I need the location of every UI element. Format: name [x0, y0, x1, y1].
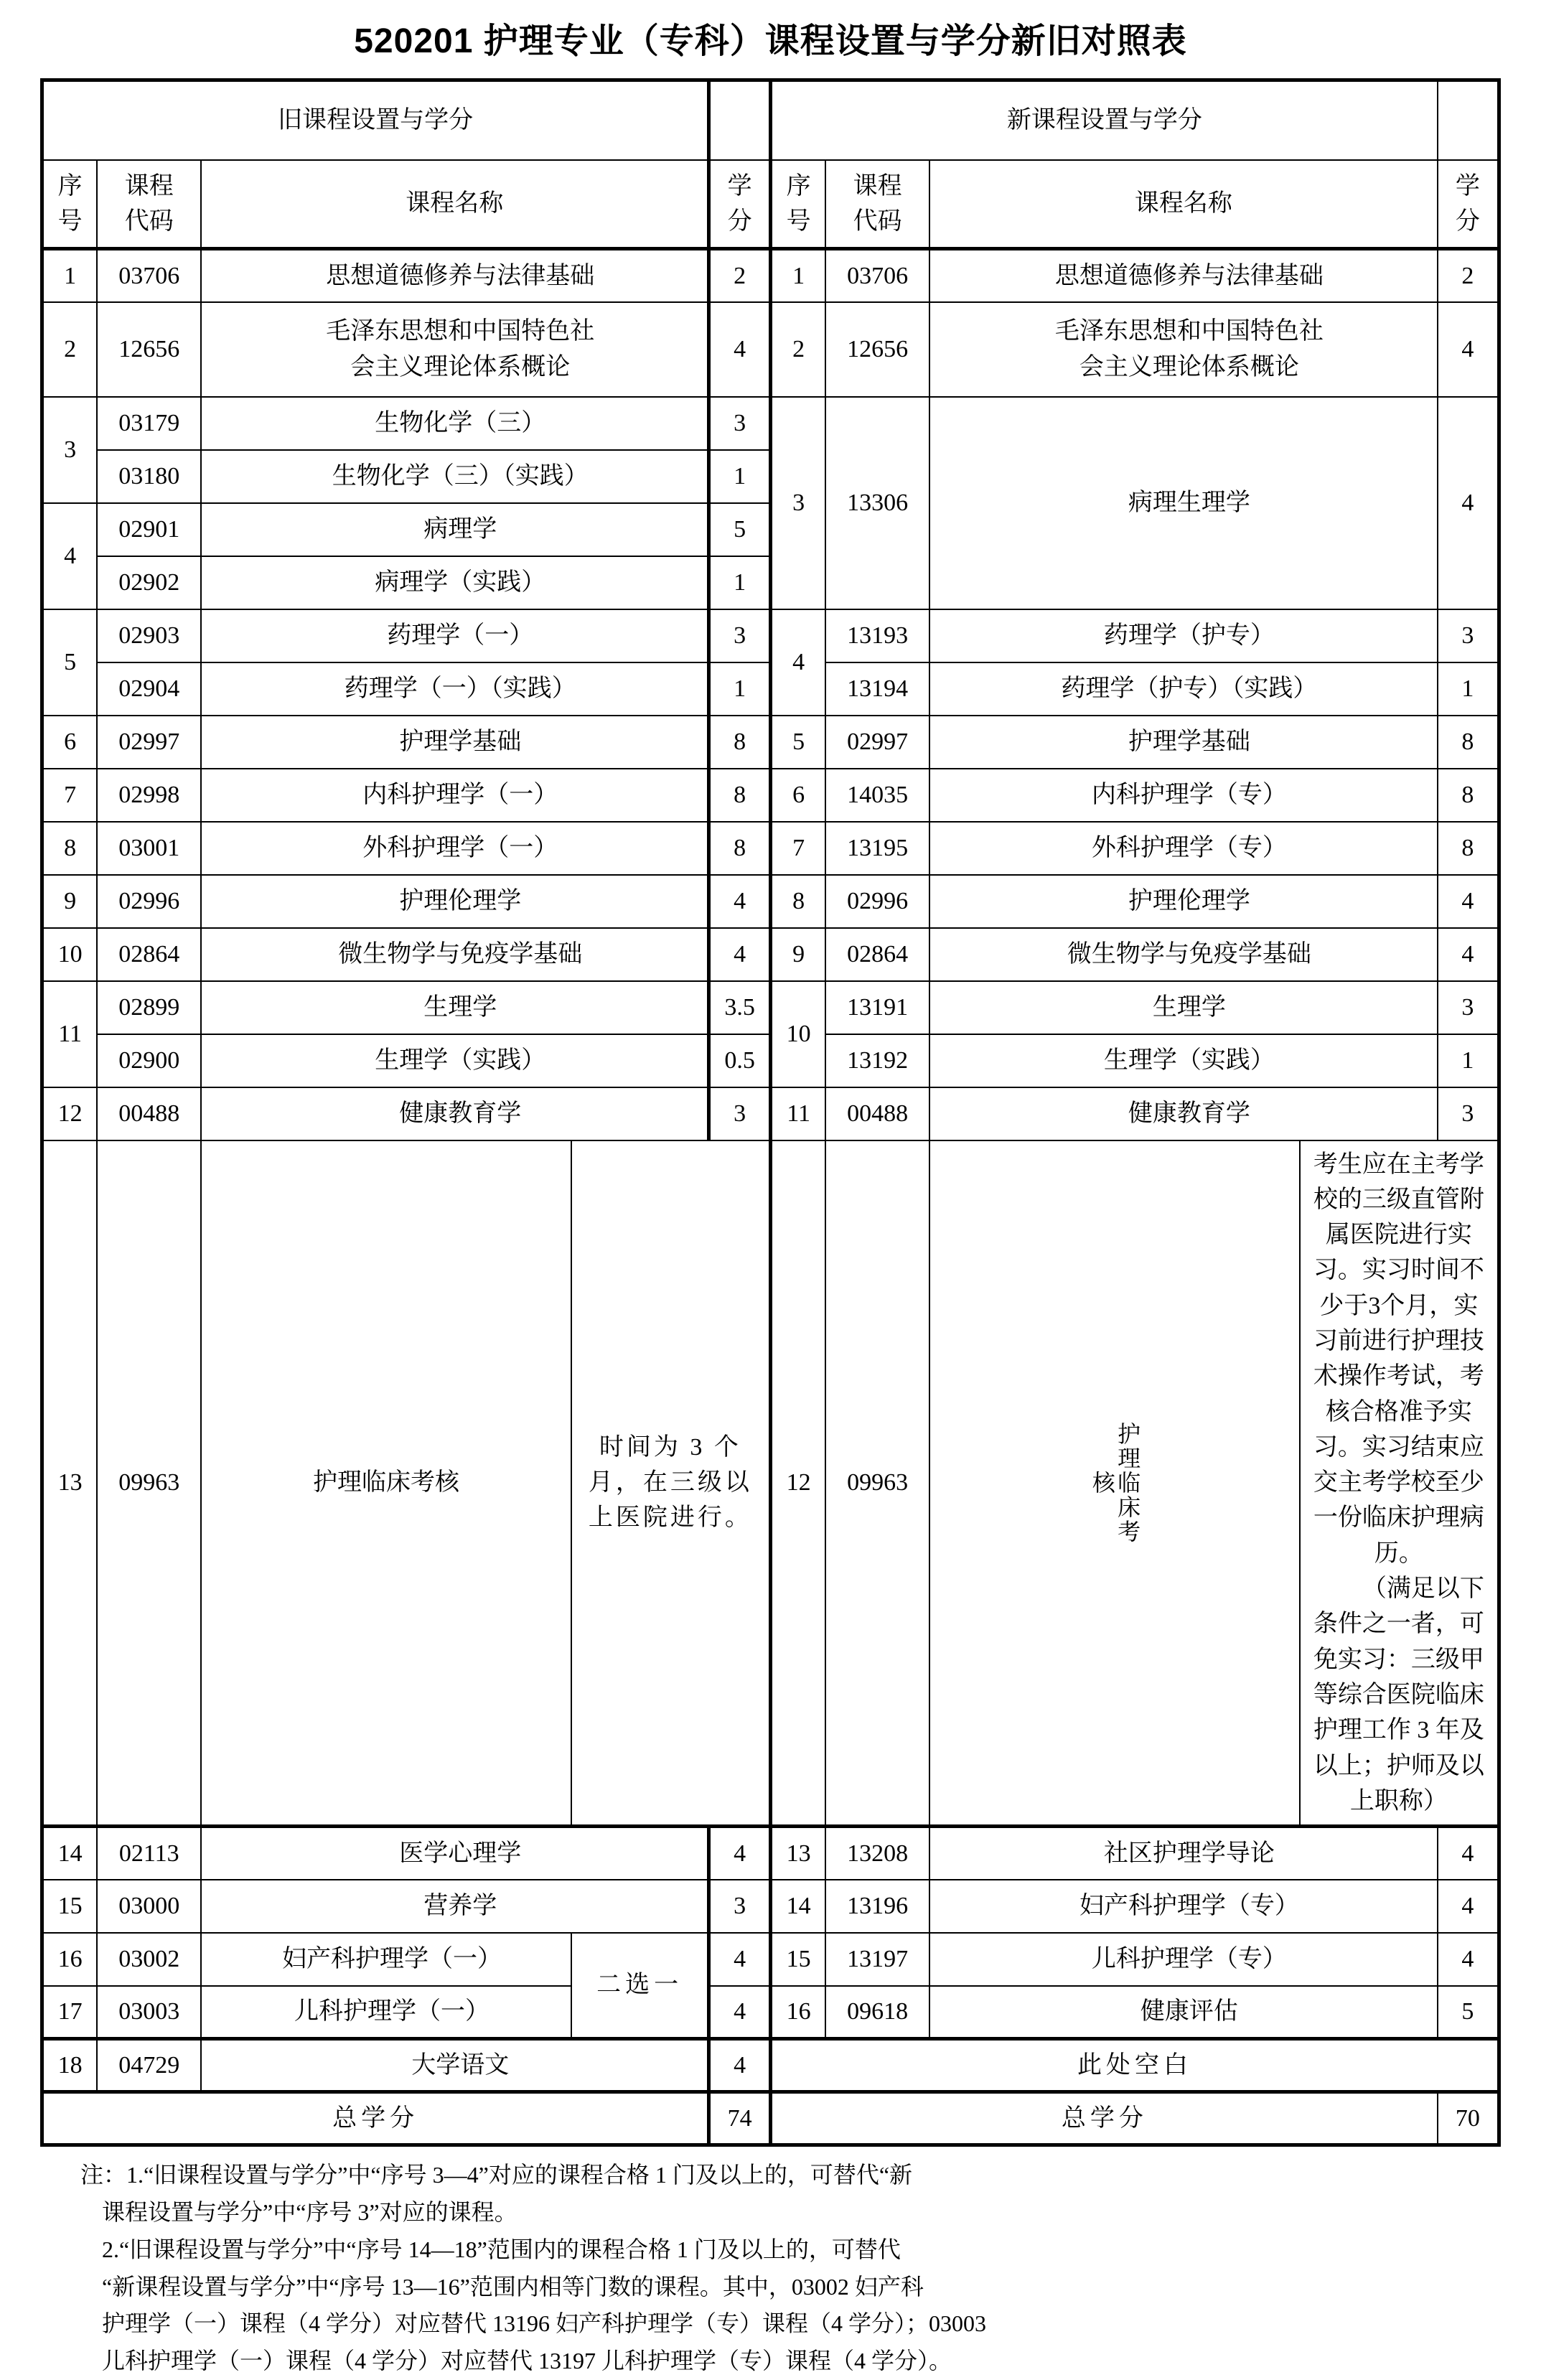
old-code: 03180 [97, 450, 201, 503]
new-name-line1: 毛泽东思想和中国特色社 [1054, 318, 1324, 345]
new-clinical-remark-p2: （满足以下条件之一者，可免实习：三级甲等综合医院临床护理工作 3 年及以上；护师及以上职称） [1313, 1575, 1484, 1814]
old-credit: 1 [709, 662, 771, 716]
new-code: 14035 [825, 769, 929, 822]
old-name: 生理学 [201, 981, 709, 1034]
old-name: 儿科护理学（一） [201, 1986, 571, 2039]
new-seq: 4 [770, 609, 825, 716]
new-credit: 4 [1438, 397, 1499, 609]
new-code: 13306 [825, 397, 929, 609]
old-name: 生物化学（三）（实践） [201, 450, 709, 503]
notes-label: 注： [80, 2162, 127, 2188]
new-code: 00488 [825, 1087, 929, 1140]
table-row [42, 769, 1499, 822]
table-row [42, 2039, 1499, 2092]
new-code: 02864 [825, 928, 929, 981]
old-clinical-remark: 时间为 3 个月，在三级以上医院进行。 [571, 1140, 771, 1827]
note-2-line-3: 护理学（一）课程（4 学分）对应替代 13196 妇产科护理学（专）课程（4 学分）；03003 [102, 2310, 987, 2337]
col-header-new-credit [1438, 160, 1499, 249]
col-header-new-code-line2: 代码 [853, 208, 902, 235]
new-seq: 11 [770, 1087, 825, 1140]
col-header-new-seq-line1: 序 [786, 172, 811, 200]
old-credit: 3 [709, 609, 771, 662]
old-code: 02899 [97, 981, 201, 1034]
table-row [42, 1933, 1499, 1986]
new-credit: 8 [1438, 769, 1499, 822]
new-credit: 8 [1438, 822, 1499, 875]
old-seq: 5 [42, 609, 98, 716]
new-code: 13192 [825, 1034, 929, 1087]
old-name: 内科护理学（一） [201, 769, 709, 822]
old-code: 12656 [97, 302, 201, 397]
new-seq: 1 [770, 249, 825, 302]
new-code: 12656 [825, 302, 929, 397]
table-row [42, 609, 1499, 662]
new-code: 13208 [825, 1827, 929, 1880]
old-name: 生物化学（三） [201, 397, 709, 450]
new-credit: 2 [1438, 249, 1499, 302]
group-header-new: 新课程设置与学分 [770, 80, 1437, 161]
old-seq: 15 [42, 1880, 98, 1933]
old-name-line2: 会主义理论体系概论 [350, 353, 571, 380]
note-2-line-2-row [40, 2269, 1501, 2306]
old-credit: 3 [709, 397, 771, 450]
new-total-label: 总学分 [770, 2092, 1437, 2145]
old-credit: 4 [709, 302, 771, 397]
new-name: 护理临床考核 [1089, 1421, 1141, 1544]
old-name: 护理临床考核 [201, 1140, 571, 1827]
page-title: 520201 护理专业（专科）课程设置与学分新旧对照表 [354, 22, 1187, 60]
new-credit: 3 [1438, 1087, 1499, 1140]
old-seq: 8 [42, 822, 98, 875]
new-name: 妇产科护理学（专） [929, 1880, 1438, 1933]
old-seq: 14 [42, 1827, 98, 1880]
new-name: 护理伦理学 [929, 875, 1438, 928]
old-seq: 2 [42, 302, 98, 397]
col-header-new-code-line1: 课程 [853, 172, 902, 200]
new-name: 护理学基础 [929, 716, 1438, 769]
new-seq: 15 [770, 1933, 825, 1986]
new-code: 09618 [825, 1986, 929, 2039]
old-credit: 8 [709, 822, 771, 875]
old-seq: 4 [42, 503, 98, 609]
old-name: 外科护理学（一） [201, 822, 709, 875]
new-code: 03706 [825, 249, 929, 302]
old-code: 03001 [97, 822, 201, 875]
old-name: 营养学 [201, 1880, 709, 1933]
new-credit: 4 [1438, 875, 1499, 928]
new-credit: 4 [1438, 1827, 1499, 1880]
old-credit: 8 [709, 716, 771, 769]
old-code: 02904 [97, 662, 201, 716]
col-header-old-code-line2: 代码 [124, 208, 174, 235]
old-seq: 12 [42, 1087, 98, 1140]
col-header-old-code [97, 160, 201, 249]
old-code: 02113 [97, 1827, 201, 1880]
old-code: 02902 [97, 556, 201, 609]
new-seq: 12 [770, 1140, 825, 1827]
old-seq: 17 [42, 1986, 98, 2039]
old-name [201, 302, 709, 397]
old-name: 健康教育学 [201, 1087, 709, 1140]
old-name: 生理学（实践） [201, 1034, 709, 1087]
col-header-new-credit-line2: 分 [1455, 208, 1480, 235]
new-name: 病理生理学 [929, 397, 1438, 609]
note-item-2 [40, 2231, 1501, 2269]
new-clinical-remark-p1: 考生应在主考学校的三级直管附属医院进行实习。实习时间不少于3个月，实习前进行护理技术操作考试，考核合格准予实习。实习结束应交主考学校至少一份临床护理病历。 [1313, 1151, 1484, 1567]
new-credit: 1 [1438, 662, 1499, 716]
new-code: 02996 [825, 875, 929, 928]
new-name: 健康教育学 [929, 1087, 1438, 1140]
old-seq: 10 [42, 928, 98, 981]
col-header-new-seq [770, 160, 825, 249]
col-header-old-code-line1: 课程 [124, 172, 174, 200]
new-name: 内科护理学（专） [929, 769, 1438, 822]
new-seq: 9 [770, 928, 825, 981]
old-name: 药理学（一）（实践） [201, 662, 709, 716]
old-name: 病理学（实践） [201, 556, 709, 609]
new-name: 儿科护理学（专） [929, 1933, 1438, 1986]
note-1-line-1: 1.“旧课程设置与学分”中“序号 3—4”对应的课程合格 1 门及以上的，可替代“新 [126, 2162, 913, 2188]
col-header-old-seq-line2: 号 [57, 208, 83, 235]
old-credit: 4 [709, 2039, 771, 2092]
new-credit: 3 [1438, 609, 1499, 662]
group-header-new-credit [1438, 80, 1499, 161]
new-credit: 5 [1438, 1986, 1499, 2039]
old-total-credit: 74 [709, 2092, 771, 2145]
new-seq: 5 [770, 716, 825, 769]
col-header-new-credit-line1: 学 [1455, 172, 1480, 200]
new-name: 生理学（实践） [929, 1034, 1438, 1087]
old-credit: 4 [709, 1986, 771, 2039]
note-2-line-3-row [40, 2305, 1501, 2343]
old-code: 02996 [97, 875, 201, 928]
table-row [42, 1880, 1499, 1933]
old-credit: 8 [709, 769, 771, 822]
new-code: 13195 [825, 822, 929, 875]
note-2-line-2: “新课程设置与学分”中“序号 13—16”范围内相等门数的课程。其中，03002 妇产科 [102, 2273, 924, 2300]
old-seq: 11 [42, 981, 98, 1087]
new-name-line2: 会主义理论体系概论 [1079, 353, 1299, 380]
old-credit: 2 [709, 249, 771, 302]
old-credit: 3 [709, 1880, 771, 1933]
table-row [42, 1986, 1499, 2039]
table-row [42, 1827, 1499, 1880]
old-credit: 3 [709, 1087, 771, 1140]
old-credit: 1 [709, 556, 771, 609]
table-row [42, 822, 1499, 875]
col-header-old-seq [42, 160, 98, 249]
old-code: 03000 [97, 1880, 201, 1933]
old-name: 病理学 [201, 503, 709, 556]
old-seq: 9 [42, 875, 98, 928]
note-1-line-2: 课程设置与学分”中“序号 3”对应的课程。 [102, 2198, 517, 2225]
table-row [42, 928, 1499, 981]
old-credit: 4 [709, 928, 771, 981]
col-header-new-code [825, 160, 929, 249]
col-header-old-credit-line2: 分 [727, 208, 752, 235]
new-code: 09963 [825, 1140, 929, 1827]
old-code: 03003 [97, 1986, 201, 2039]
table-row [42, 716, 1499, 769]
old-name: 药理学（一） [201, 609, 709, 662]
col-header-new-name: 课程名称 [929, 160, 1438, 249]
col-header-new-seq-line2: 号 [786, 208, 811, 235]
old-code: 03179 [97, 397, 201, 450]
new-name: 微生物学与免疫学基础 [929, 928, 1438, 981]
old-name: 思想道德修养与法律基础 [201, 249, 709, 302]
old-credit: 4 [709, 1933, 771, 1986]
new-credit: 4 [1438, 1933, 1499, 1986]
old-seq: 6 [42, 716, 98, 769]
new-code: 13196 [825, 1880, 929, 1933]
new-credit: 4 [1438, 928, 1499, 981]
new-credit: 4 [1438, 1880, 1499, 1933]
new-name: 药理学（护专） [929, 609, 1438, 662]
table-row [42, 397, 1499, 450]
new-seq: 6 [770, 769, 825, 822]
col-header-old-credit-line1: 学 [727, 172, 752, 200]
old-seq: 3 [42, 397, 98, 503]
old-name: 妇产科护理学（一） [201, 1933, 571, 1986]
new-blank-label: 此处空白 [770, 2039, 1499, 2092]
old-credit: 3.5 [709, 981, 771, 1034]
group-header-row [42, 80, 1499, 161]
old-code: 03706 [97, 249, 201, 302]
note-2-line-4-row [40, 2343, 1501, 2380]
new-name: 健康评估 [929, 1986, 1438, 2039]
col-header-old-seq-line1: 序 [57, 172, 83, 200]
new-name: 生理学 [929, 981, 1438, 1034]
old-name: 护理伦理学 [201, 875, 709, 928]
note-1-line-2-row [40, 2194, 1501, 2231]
old-credit: 4 [709, 875, 771, 928]
old-name: 医学心理学 [201, 1827, 709, 1880]
table-row [42, 249, 1499, 302]
old-seq: 7 [42, 769, 98, 822]
old-code: 00488 [97, 1087, 201, 1140]
old-code: 02998 [97, 769, 201, 822]
table-row [42, 302, 1499, 397]
new-seq: 10 [770, 981, 825, 1087]
group-header-old: 旧课程设置与学分 [42, 80, 709, 161]
old-credit: 1 [709, 450, 771, 503]
old-name-line1: 毛泽东思想和中国特色社 [326, 318, 595, 345]
new-seq: 13 [770, 1827, 825, 1880]
new-seq: 8 [770, 875, 825, 928]
new-clinical-remark [1300, 1140, 1499, 1827]
old-seq: 1 [42, 249, 98, 302]
table-row [42, 1087, 1499, 1140]
new-seq: 2 [770, 302, 825, 397]
new-credit: 4 [1438, 302, 1499, 397]
new-credit: 1 [1438, 1034, 1499, 1087]
new-seq: 14 [770, 1880, 825, 1933]
old-code: 02900 [97, 1034, 201, 1087]
column-header-row [42, 160, 1499, 249]
old-two-select-note: 二选一 [571, 1933, 709, 2039]
new-credit: 3 [1438, 981, 1499, 1034]
group-header-old-credit [709, 80, 771, 161]
old-name: 微生物学与免疫学基础 [201, 928, 709, 981]
vertical-text-container [930, 1418, 1299, 1547]
note-item-1 [40, 2157, 1501, 2194]
new-seq: 7 [770, 822, 825, 875]
old-code: 02864 [97, 928, 201, 981]
old-code: 03002 [97, 1933, 201, 1986]
old-name: 护理学基础 [201, 716, 709, 769]
old-code: 02997 [97, 716, 201, 769]
old-code: 04729 [97, 2039, 201, 2092]
new-code: 13193 [825, 609, 929, 662]
table-row [42, 875, 1499, 928]
old-code: 09963 [97, 1140, 201, 1827]
new-code: 13197 [825, 1933, 929, 1986]
old-total-label: 总学分 [42, 2092, 709, 2145]
old-name: 大学语文 [201, 2039, 709, 2092]
old-credit: 5 [709, 503, 771, 556]
col-header-old-name: 课程名称 [201, 160, 709, 249]
new-name [929, 302, 1438, 397]
table-row-clinical-assessment [42, 1140, 1499, 1827]
old-seq: 13 [42, 1140, 98, 1827]
table-row [42, 981, 1499, 1034]
new-name: 社区护理学导论 [929, 1827, 1438, 1880]
old-seq: 18 [42, 2039, 98, 2092]
old-code: 02903 [97, 609, 201, 662]
new-seq: 3 [770, 397, 825, 609]
new-name: 思想道德修养与法律基础 [929, 249, 1438, 302]
note-2-line-1: 2.“旧课程设置与学分”中“序号 14—18”范围内的课程合格 1 门及以上的，可替代 [102, 2236, 901, 2262]
new-name: 药理学（护专）（实践） [929, 662, 1438, 716]
new-seq: 16 [770, 1986, 825, 2039]
new-total-credit: 70 [1438, 2092, 1499, 2145]
col-header-old-credit [709, 160, 771, 249]
old-seq: 16 [42, 1933, 98, 1986]
old-credit: 0.5 [709, 1034, 771, 1087]
new-code: 13191 [825, 981, 929, 1034]
notes-section [40, 2157, 1501, 2380]
new-name-vertical-wrap [929, 1140, 1300, 1827]
note-2-line-4: 儿科护理学（一）课程（4 学分）对应替代 13197 儿科护理学（专）课程（4 学分）。 [102, 2348, 952, 2374]
new-code: 02997 [825, 716, 929, 769]
new-credit: 8 [1438, 716, 1499, 769]
totals-row [42, 2092, 1499, 2145]
course-comparison-table [40, 78, 1501, 2147]
old-code: 02901 [97, 503, 201, 556]
new-name: 外科护理学（专） [929, 822, 1438, 875]
new-code: 13194 [825, 662, 929, 716]
old-credit: 4 [709, 1827, 771, 1880]
